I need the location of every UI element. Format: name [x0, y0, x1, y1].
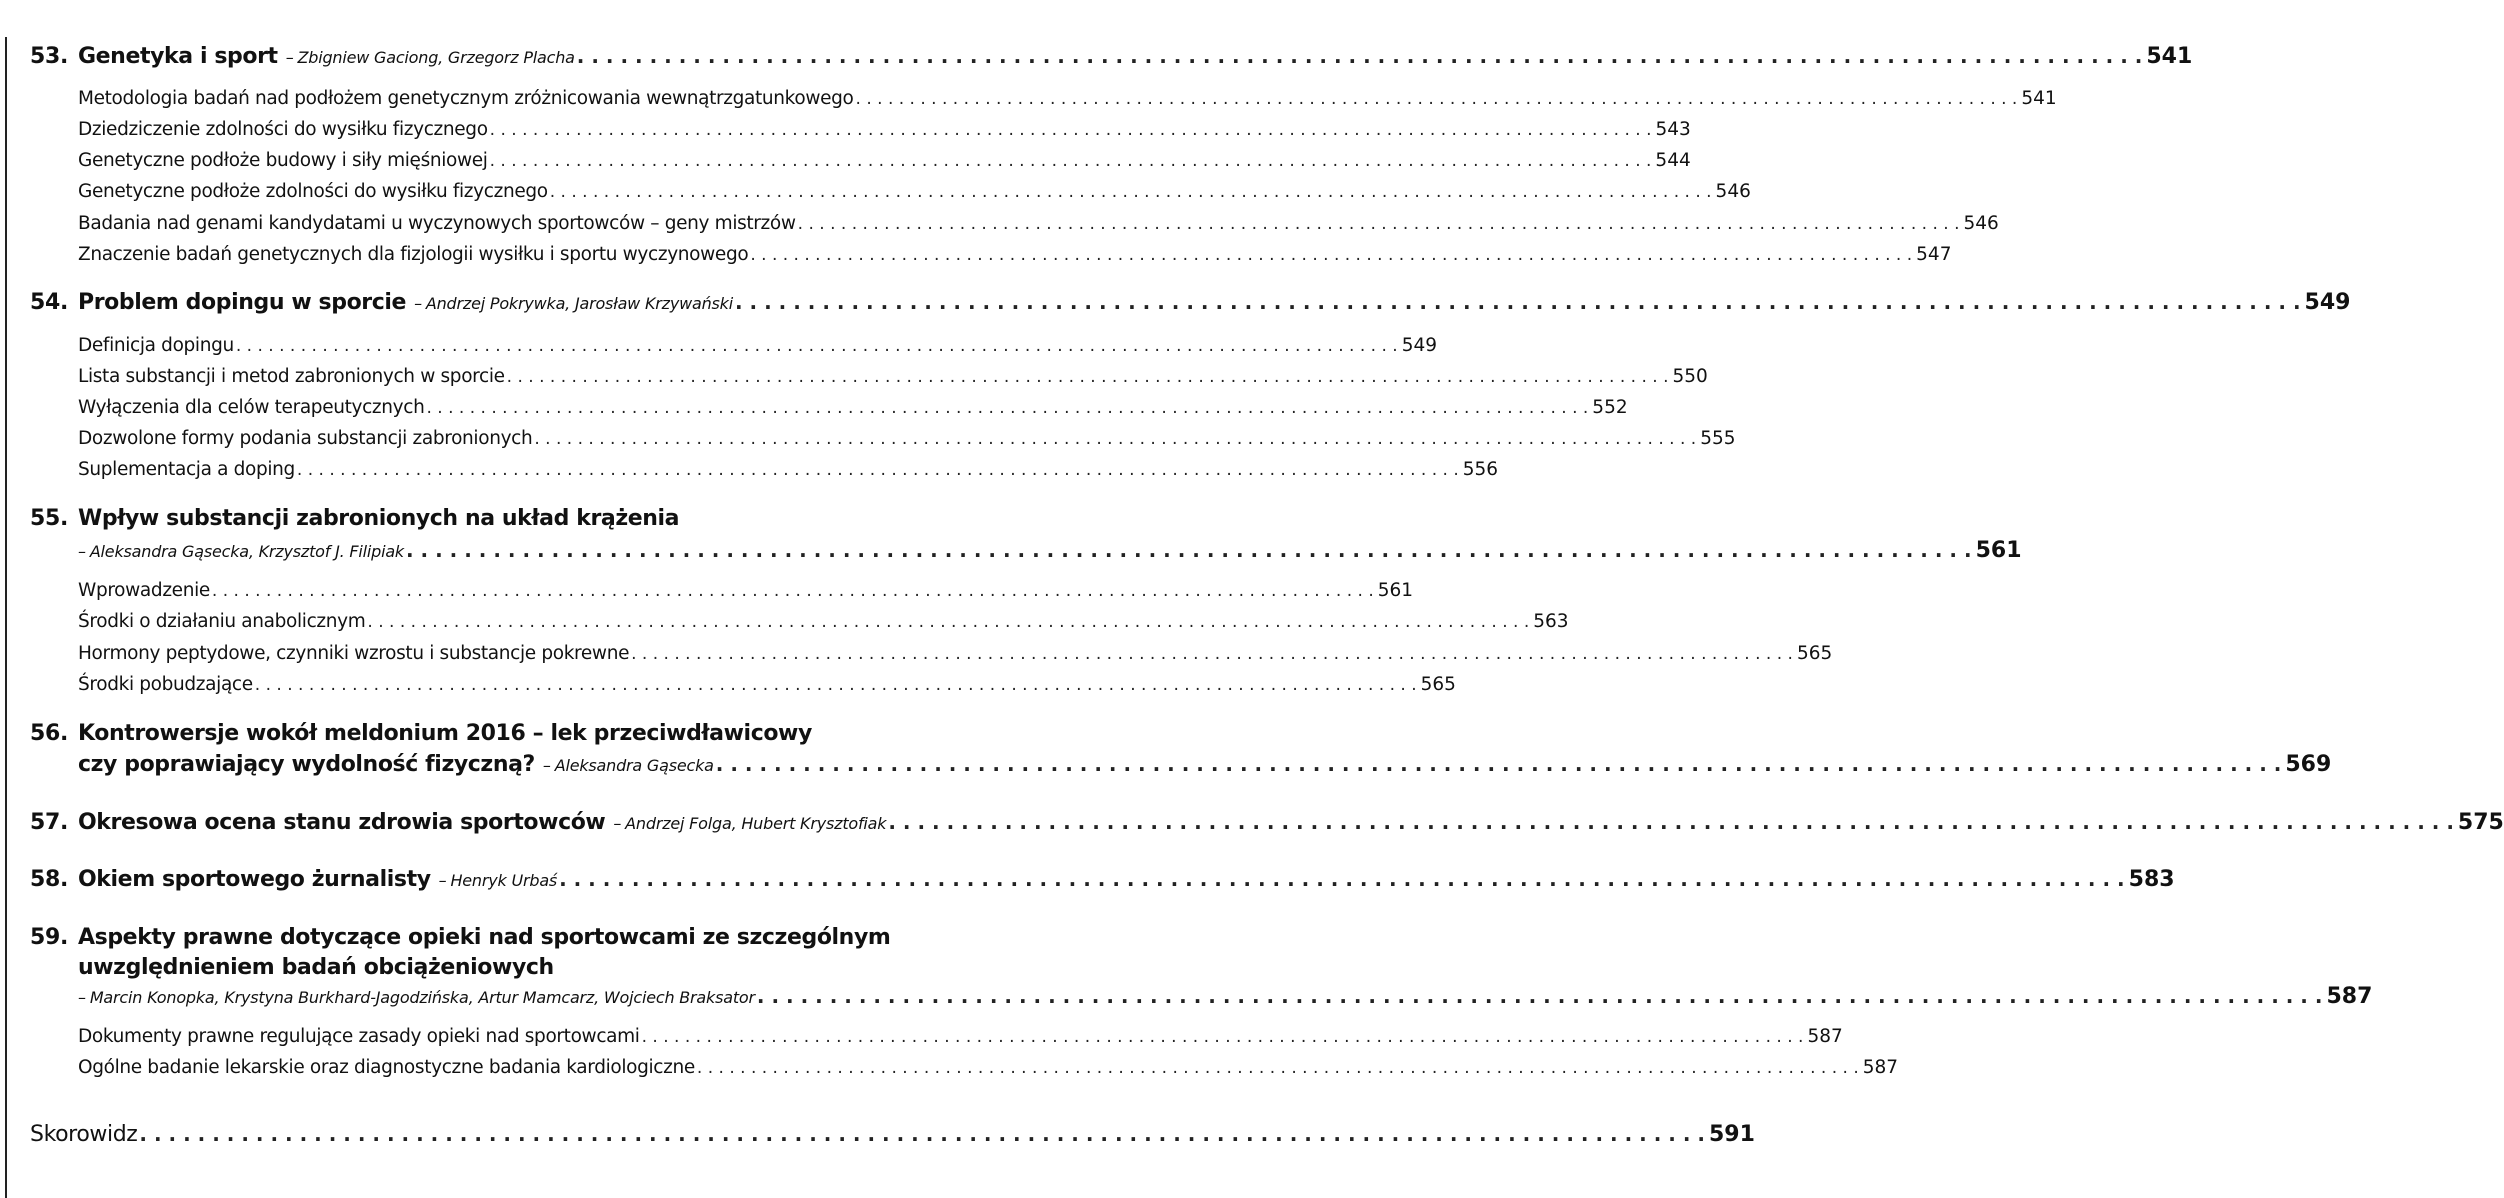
chapter-56-title-line-2[interactable]	[78, 752, 2332, 777]
section-page-number: 552	[1592, 397, 1628, 418]
dot-leader	[888, 810, 2454, 834]
chapter-number: 54.	[30, 290, 69, 315]
dot-leader	[534, 429, 1696, 449]
section-title: Lista substancji i metod zabronionych w sporcie	[78, 366, 505, 387]
section-entry[interactable]	[78, 611, 1569, 632]
section-title: Dozwolone formy podania substancji zabronionych	[78, 428, 533, 449]
dot-leader	[559, 867, 2125, 891]
section-title: Genetyczne podłoże zdolności do wysiłku fizycznego	[78, 181, 548, 202]
section-entry[interactable]	[78, 1026, 1843, 1047]
section-title: Metodologia badań nad podłożem genetycznym zróżnicowania wewnątrzgatunkowego	[78, 88, 854, 109]
section-page-number: 549	[1401, 335, 1438, 356]
dot-leader	[507, 367, 1669, 387]
section-title: Genetyczne podłoże budowy i siły mięśniowej	[78, 150, 488, 171]
dot-leader	[297, 460, 1459, 480]
chapter-authors: – Andrzej Pokrywka, Jarosław Krzywański	[414, 294, 733, 313]
section-page-number: 544	[1655, 150, 1691, 171]
dot-leader	[255, 675, 1417, 695]
index-entry[interactable]	[30, 1122, 1755, 1147]
section-page-number: 565	[1796, 643, 1833, 664]
dot-leader	[735, 290, 2301, 314]
index-page-number: 591	[1709, 1122, 1755, 1147]
chapter-page-number: 549	[2304, 290, 2351, 315]
dot-leader	[139, 1122, 1705, 1146]
section-title: Dokumenty prawne regulujące zasady opieki nad sportowcami	[78, 1026, 640, 1047]
chapter-number: 59.	[30, 925, 69, 950]
chapter-authors: – Aleksandra Gąsecka	[542, 756, 714, 775]
dot-leader	[716, 752, 2282, 776]
chapter-59-authors-line[interactable]	[78, 984, 2373, 1009]
dot-leader	[798, 214, 1960, 234]
section-entry[interactable]	[78, 181, 1751, 202]
left-margin-rule	[5, 37, 7, 1198]
section-entry[interactable]	[78, 335, 1438, 356]
dot-leader	[757, 984, 2323, 1008]
section-page-number: 587	[1807, 1026, 1843, 1047]
section-page-number: 546	[1963, 213, 1999, 234]
section-title: Wprowadzenie	[78, 580, 210, 601]
section-title: Znaczenie badań genetycznych dla fizjologii wysiłku i sportu wyczynowego	[78, 244, 749, 265]
chapter-title: Okresowa ocena stanu zdrowia sportowców	[78, 810, 606, 835]
chapter-title: Okiem sportowego żurnalisty	[78, 867, 431, 892]
section-page-number: 563	[1533, 611, 1569, 632]
chapter-page-number: 561	[1975, 538, 2022, 563]
chapter-authors: – Henryk Urbaś	[438, 871, 558, 890]
chapter-57-entry[interactable]	[30, 810, 2504, 835]
section-entry[interactable]	[78, 366, 1708, 387]
chapter-title: Wpływ substancji zabronionych na układ krążenia	[78, 506, 680, 531]
dot-leader	[367, 612, 1529, 632]
dot-leader	[406, 538, 1972, 562]
section-title: Hormony peptydowe, czynniki wzrostu i substancje pokrewne	[78, 643, 630, 664]
chapter-59-entry[interactable]	[30, 925, 965, 950]
chapter-page-number: 583	[2128, 867, 2175, 892]
section-entry[interactable]	[78, 459, 1499, 480]
section-page-number: 543	[1655, 119, 1691, 140]
dot-leader	[750, 245, 1912, 265]
section-title: Środki pobudzające	[78, 674, 253, 695]
section-page-number: 561	[1377, 580, 1414, 601]
chapter-page-number: 541	[2146, 44, 2193, 69]
section-page-number: 556	[1462, 459, 1499, 480]
section-title: Suplementacja a doping	[78, 459, 295, 480]
chapter-authors: – Marcin Konopka, Krystyna Burkhard-Jagodzińska, Artur Mamcarz, Wojciech Braksator	[78, 988, 755, 1007]
section-entry[interactable]	[78, 397, 1628, 418]
section-title: Ogólne badanie lekarskie oraz diagnostyczne badania kardiologiczne	[78, 1057, 695, 1078]
chapter-title: Genetyka i sport	[78, 44, 278, 69]
chapter-page-number: 587	[2326, 984, 2373, 1009]
chapter-58-entry[interactable]	[30, 867, 2175, 892]
chapter-authors: – Andrzej Folga, Hubert Krysztofiak	[613, 814, 887, 833]
chapter-title-line-1: Kontrowersje wokół meldonium 2016 – lek przeciwdławicowy	[78, 721, 812, 746]
chapter-number: 58.	[30, 867, 69, 892]
dot-leader	[697, 1058, 1859, 1078]
chapter-authors: – Aleksandra Gąsecka, Krzysztof J. Filipiak	[78, 542, 404, 561]
chapter-title-line-2: czy poprawiający wydolność fizyczną?	[78, 752, 535, 777]
section-page-number: 555	[1700, 428, 1736, 449]
section-title: Dziedziczenie zdolności do wysiłku fizycznego	[78, 119, 488, 140]
section-entry[interactable]	[78, 674, 1456, 695]
section-page-number: 550	[1672, 366, 1708, 387]
section-title: Badania nad genami kandydatami u wyczynowych sportowców – geny mistrzów	[78, 213, 796, 234]
chapter-56-entry[interactable]	[30, 721, 965, 746]
section-entry[interactable]	[78, 580, 1414, 601]
chapter-54-entry[interactable]	[30, 290, 2351, 315]
chapter-number: 57.	[30, 810, 69, 835]
index-title: Skorowidz	[30, 1122, 138, 1147]
dot-leader	[490, 120, 1652, 140]
dot-leader	[212, 581, 1374, 601]
section-entry[interactable]	[78, 119, 1691, 140]
chapter-number: 56.	[30, 721, 69, 746]
chapter-title-line-2: uwzględnieniem badań obciążeniowych	[78, 955, 554, 980]
chapter-59-title-line-2[interactable]	[78, 955, 965, 980]
chapter-53-entry[interactable]	[30, 44, 2193, 69]
section-entry[interactable]	[78, 244, 1952, 265]
dot-leader	[642, 1027, 1804, 1047]
chapter-title-line-1: Aspekty prawne dotyczące opieki nad sportowcami ze szczególnym	[78, 925, 891, 950]
section-title: Środki o działaniu anabolicznym	[78, 611, 366, 632]
section-page-number: 541	[2021, 88, 2057, 109]
chapter-number: 55.	[30, 506, 69, 531]
chapter-55-authors-line[interactable]	[78, 538, 2022, 563]
section-page-number: 546	[1715, 181, 1751, 202]
chapter-authors: – Zbigniew Gaciong, Grzegorz Placha	[285, 48, 575, 67]
dot-leader	[577, 44, 2143, 68]
dot-leader	[856, 89, 2018, 109]
chapter-title: Problem dopingu w sporcie	[78, 290, 407, 315]
dot-leader	[490, 151, 1652, 171]
chapter-55-entry[interactable]	[30, 506, 965, 531]
dot-leader	[631, 644, 1793, 664]
dot-leader	[550, 182, 1712, 202]
section-entry[interactable]	[78, 643, 1833, 664]
section-page-number: 547	[1916, 244, 1952, 265]
section-page-number: 587	[1862, 1057, 1899, 1078]
section-entry[interactable]	[78, 1057, 1899, 1078]
section-title: Definicja dopingu	[78, 335, 234, 356]
dot-leader	[236, 336, 1398, 356]
section-page-number: 565	[1420, 674, 1456, 695]
chapter-page-number: 575	[2457, 810, 2504, 835]
chapter-number: 53.	[30, 44, 69, 69]
section-entry[interactable]	[78, 213, 1999, 234]
section-entry[interactable]	[78, 150, 1691, 171]
dot-leader	[426, 398, 1588, 418]
section-entry[interactable]	[78, 428, 1736, 449]
section-title: Wyłączenia dla celów terapeutycznych	[78, 397, 425, 418]
section-entry[interactable]	[78, 88, 2057, 109]
chapter-page-number: 569	[2285, 752, 2332, 777]
